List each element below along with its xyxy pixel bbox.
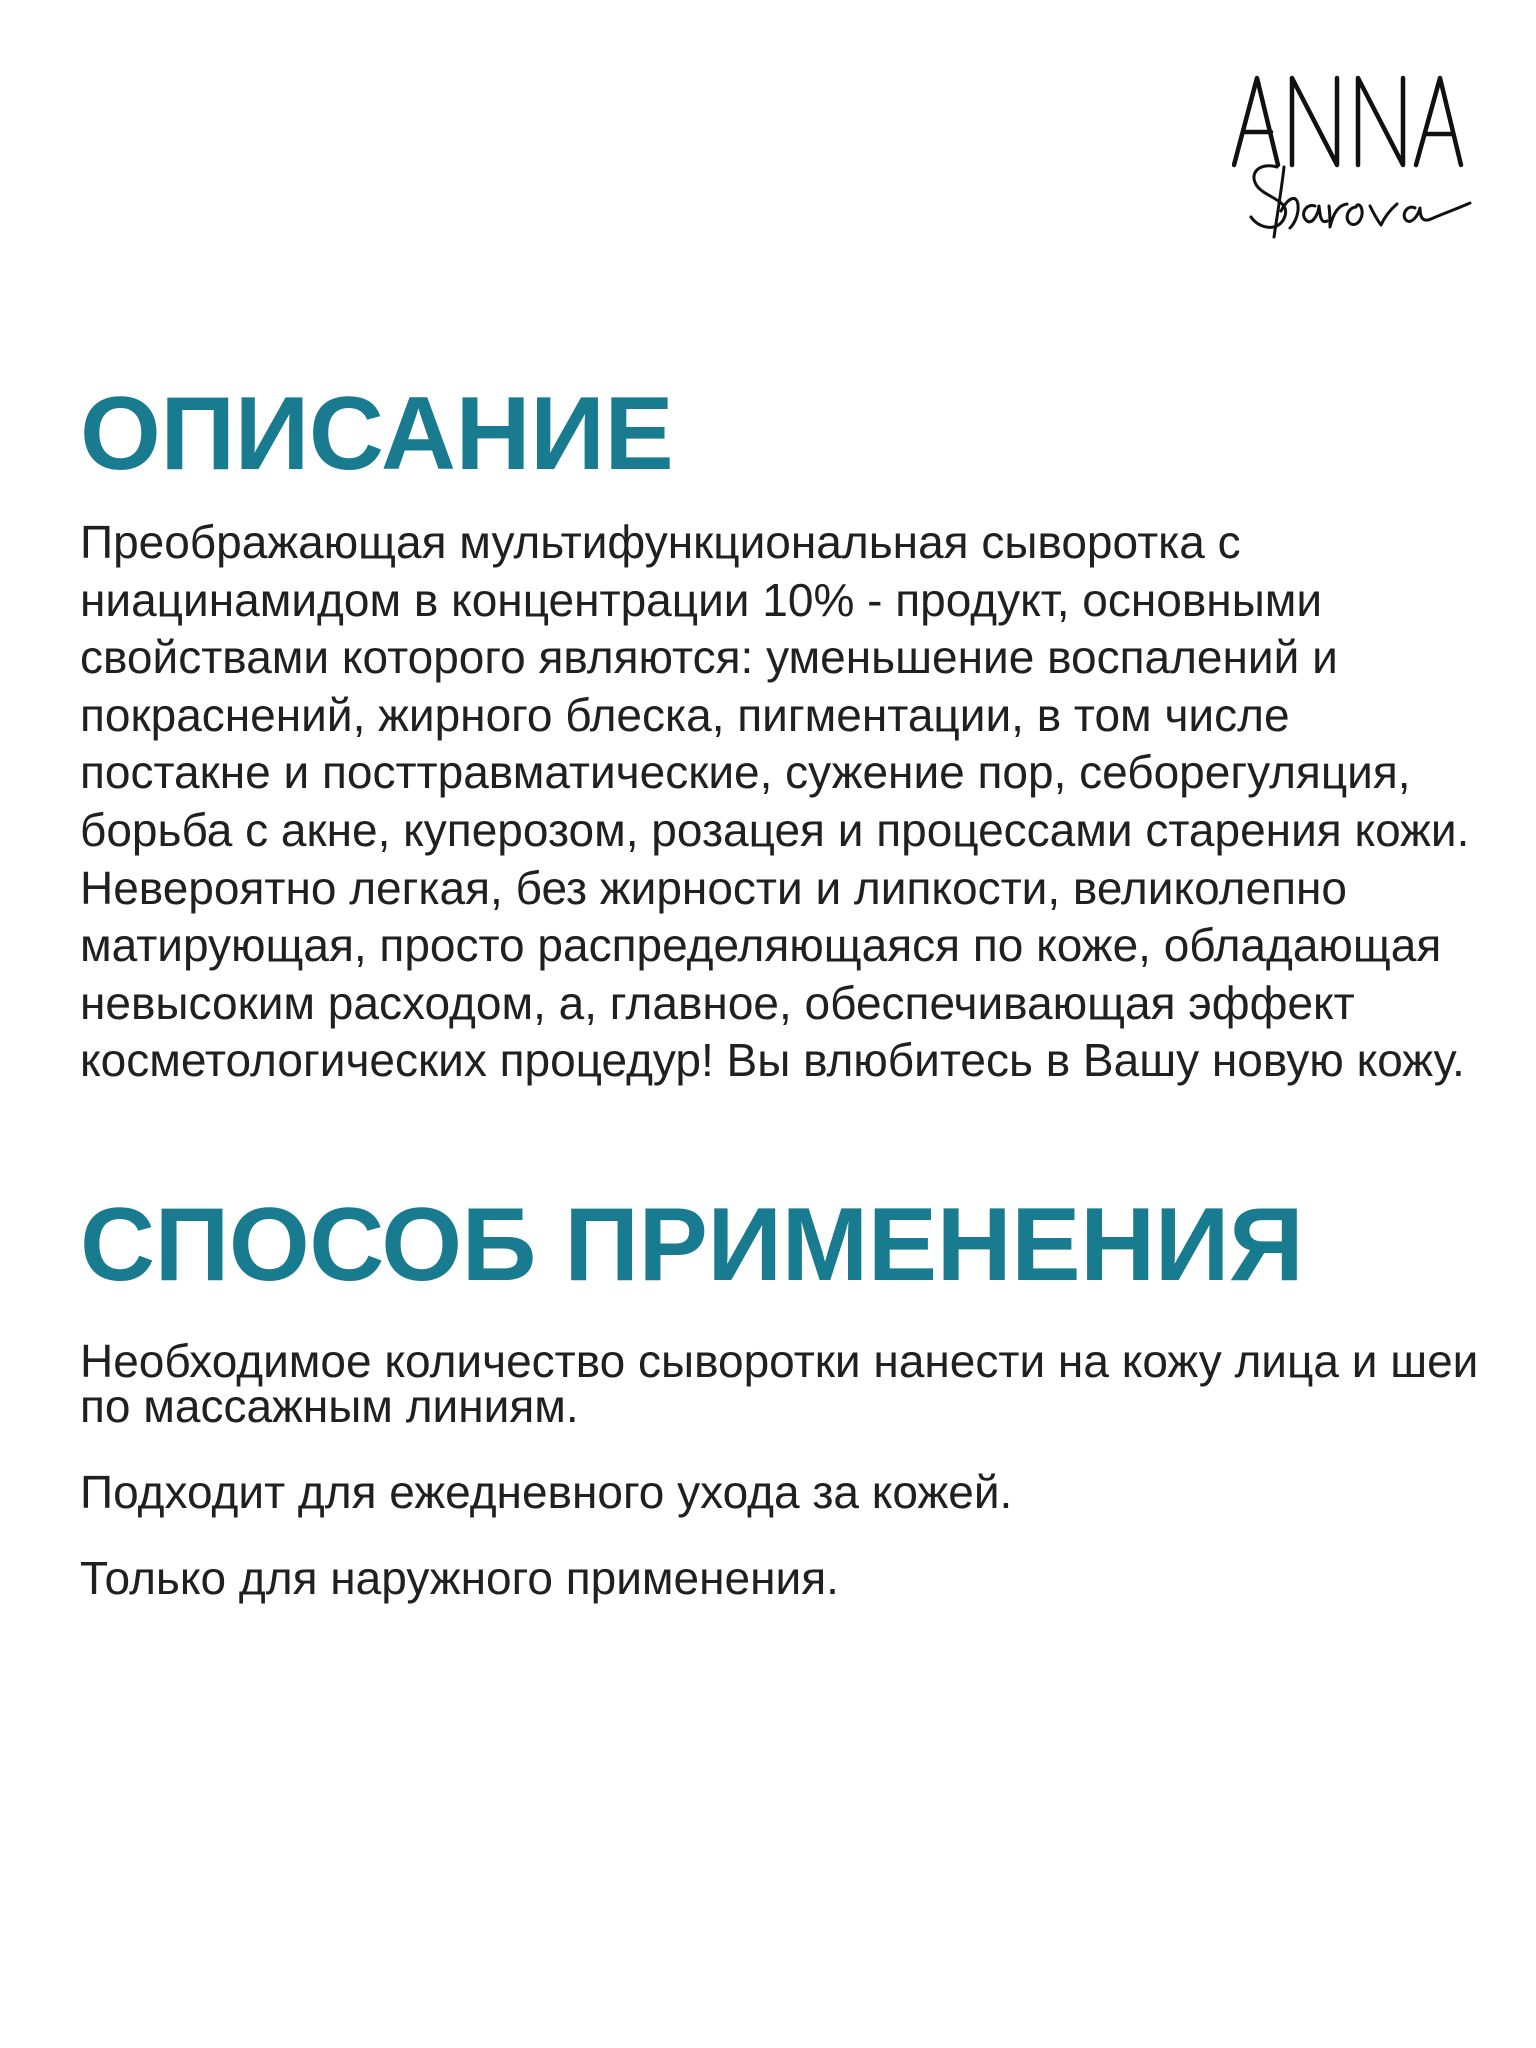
description-heading: ОПИСАНИЕ: [80, 376, 674, 492]
brand-logo: [1232, 56, 1490, 254]
main-content: [80, 376, 1500, 1604]
usage-section: [80, 1186, 1500, 1604]
usage-paragraph-application: Необходимое количество сыворотки нанести на кожу лица и шеи по массажным линиям.: [80, 1334, 1479, 1432]
anna-sharova-logo-mark: [1232, 56, 1490, 254]
usage-paragraph-external-use: Только для наружного применения.: [80, 1551, 839, 1604]
usage-heading: СПОСОБ ПРИМЕНЕНИЯ: [80, 1186, 1304, 1303]
usage-paragraph-daily-care: Подходит для ежедневного ухода за кожей.: [80, 1465, 1013, 1518]
description-text: Преображающая мультифункциональная сыворотка с ниацинамидом в концентрации 10% - продукт, основными свойствами которого являются: уменьшение воспалений и покраснений, жирного блеска, пигментации, в том числе постакне и посттравматические, сужение пор, себорегуляция, борьба с акне, куперозом, розацея и процессами старения кожи. Невероятно легкая, без жирности и липкости, великолепно матирующая, просто распределяющаяся по коже, обладающая невысоким расходом, а, главное, обеспечивающая эффект косметологических процедур! Вы влюбитесь в Вашу новую кожу.: [80, 516, 1470, 1087]
description-section: [80, 376, 1500, 1090]
